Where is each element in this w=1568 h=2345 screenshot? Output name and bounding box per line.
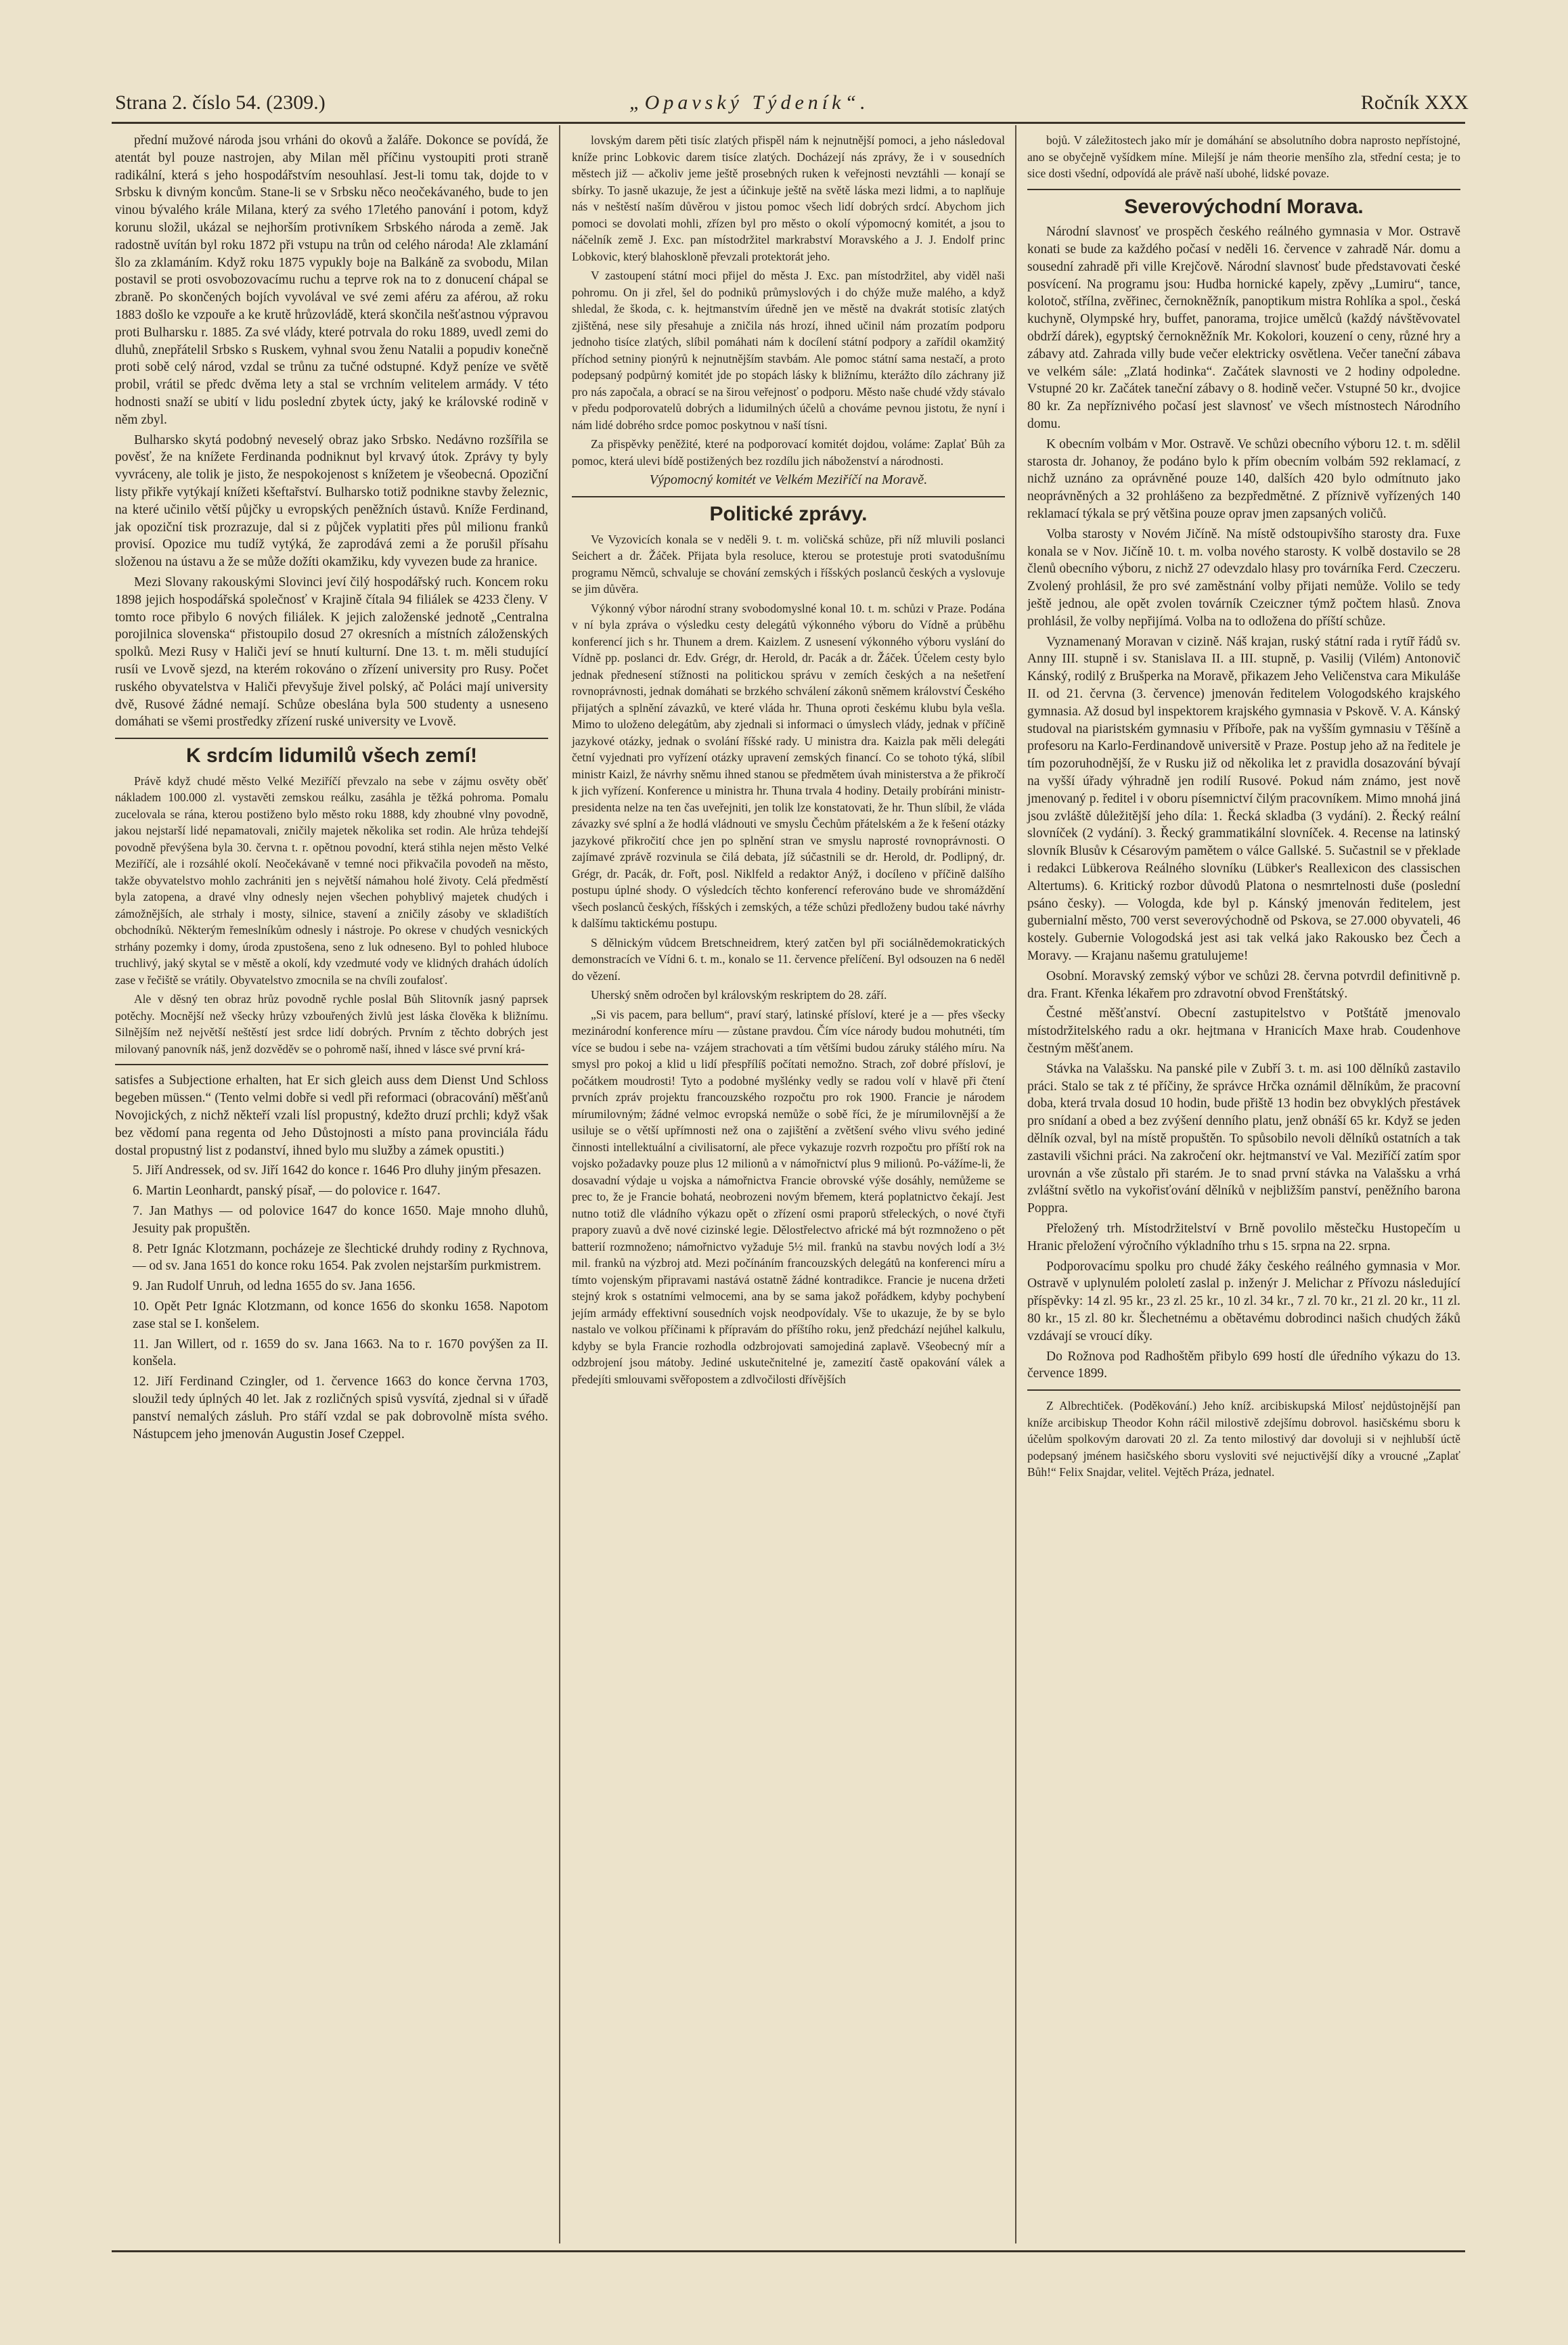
news-paragraph: Vyznamenaný Moravan v cizině. Náš krajan, ruský státní rada i rytíř řádů sv. Anny III. stupně i sv. Stanislava II. a III. stupně, p. Vasilij (Vilém) Antonovič Kánský, rodilý z Brušperka na Moravě, přikazem Jeho Veličenstva cara Mikuláše II. od 21. června (3. července) jmenován ředitelem Vologodského krajského gymnasia. Až dosud byl inspektorem krajského gymnasia v Pskově. V. A. Kánský studoval na piaristském gymnasiu v Příboře, pak na vyšším gymnasiu v Těšíně a profesoru na Karlo-Ferdinandově universitě v Praze. Postup jeho až na ředitele je tím pozoruhodnější, že v Rusku již od několika let z pravidla dosazování bývají na vyšší úřady výhradně jen rodilí Rusové. Pokud nám známo, jest nově jmenovaný p. ředitel i v oboru písemnictví čilým pracovníkem. Mimo mnohá jiná jsou zvláště důležitější jeho díla: 1. Řecká skladba (3 vydání). 2. Řecký reální slovníček (2 vydání). 3. Řecký grammatikální slovníček. 4. Recense na latinský slovník Blusův k Césarovým pamětem o válce Gallské. 5. Sučastnil se v překlade i redakci Lübkerova Reálného slovníku (Lübker's Reallexicon des classischen Altertums). 6. Kritický rozbor důvodů Platona o nesmrtelnosti duše (poslední psáno česky). — Vologda, kde byl p. Kánský jmenován ředitelem, jest gubernialní město, 700 verst severovýchodně od Pskova, se 27.000 obyvateli, 46 kostely. Gubernie Vologodská jest asi tak velká jako Rakousko bez Čech a Moravy. — Krajanu našemu gratulujeme! — [1027, 634, 1460, 963]
newspaper-title: „Opavský Týdeník“. — [629, 91, 870, 114]
news-paragraph: Podporovacímu spolku pro chudé žáky českého reálného gymnasia v Mor. Ostravě v uplynulém pololetí zaslal p. inženýr J. Melichar z Přívozu následující příspěvky: 14 zl. 95 kr., 23 zl. 25 kr., 10 zl. 34 kr., 7 zl. 70 kr., 21 zl. 20 kr., 11 zl. 80 kr., 15 zl. 80 kr. Šlechetnému a obětavému dobrodinci našich chudých žáků vzdávají se vroucí díky. — [1027, 1259, 1460, 1343]
column-divider-2 — [1015, 125, 1016, 2243]
column-3 — [1027, 132, 1460, 1483]
news-paragraph: Ve Vyzovicích konala se v neděli 9. t. m. voličská schůze, při níž mluvili poslanci Seichert a dr. Žáček. Přijata byla resoluce, kterou se protestuje proti svatodušnímu programu Němců, schvaluje se chování zemských i říšských poslanců českých a vyslovuje se jim důvěra. — [572, 532, 1005, 596]
page-number: Strana 2. číslo 54. (2309.) — [115, 91, 326, 114]
news-paragraph: Stávka na Valašsku. Na panské pile v Zubří 3. t. m. asi 100 dělníků zastavilo práci. Stalo se tak z té příčiny, že správce Hrčka oznámil dělníkům, že pracovní doba, která trvala dosud 10 hodin, bude přiště 13 hodin bez obvyklých přestávek pro snídaní a obed a bez zvýšení denního platu, jenž obnáší 65 kr. Když se jeden dělník ozval, byl na místě propuštěn. To spůsobilo nevoli dělníků ostatních a tak zastavili všichni práci. Na zakročení okr. hejtmanství ve Val. Meziříčí zatím spor urovnán a vše zůstalo při starém. Je to snad první stávka na Valašsku a vrhá zvláštní světlo na vykořisťování dělníků v nejbližším panství, peněžního barona Poppra. — [1027, 1061, 1460, 1216]
committee-signature: Výpomocný komitét ve Velkém Meziříčí na Moravě. — [649, 472, 928, 487]
list-item: 11. Jan Willert, od r. 1659 do sv. Jana 1663. Na to r. 1670 povýšen za II. konšela. — [133, 1337, 548, 1369]
appeal-paragraph: Ale v děsný ten obraz hrůz povodně rychle poslal Bůh Slitovník jasný paprsek potěchy. Mocnější než všecky hrůzy vzbouřených živlů jest láska člověka k bližnímu. Silnějším než největší neštěstí jest srdce lidí dobrých. Prvním z těchto dobrých jest milovaný panovník náš, jenž dozvěděv se o pohromě naší, ihned v lásce své první krá- — [115, 992, 548, 1056]
news-paragraph: Národní slavnosť ve prospěch českého reálného gymnasia v Mor. Ostravě konati se bude za každého počasí v neděli 16. července v zahradě Nár. domu a sousední zahradě při ville Krejčově. Národní slavnosť bude představovati české posvícení. Na programu jsou: Hudba hornické kapely, zpěvy „Lumiru“, tance, kolotoč, střílna, zvěřinec, černokněžník, panoptikum mistra Rohlíka a spol., česká kuchyně, Olympské hry, buffet, panorama, trojice umělců (každý návštěvovatel obdrží dárek), egyptský černokněžník Mr. Kokolori, kouzení o ceny, různé hry a zábavy atd. Zahrada villy bude večer elektricky osvětlena. Večer taneční zábava ve velkém sále: „Zlatá hodinka“. Začátek slavnosti ve 2 hodiny odpoledne. Vstupné 20 kr. Začátek taneční zábavy o 8. hodině večer. Vstupné 50 kr., dvojice 80 kr. Za nepříznivého počasí jest slavnosť ve všech místnostech Národního domu. — [1027, 225, 1460, 432]
column-2 — [572, 132, 1005, 1390]
section-rule — [115, 738, 548, 739]
list-item: 7. Jan Mathys — od polovice 1647 do konce 1650. Maje mnoho dluhů, Jesuity pak propuštěn. — [133, 1203, 548, 1236]
news-paragraph: S dělnickým vůdcem Bretschneidrem, který zatčen byl při sociálnědemokratických demonstracích ve Vídni 6. t. m., konalo se 11. července přelíčení. Byl odsouzen na 6 neděl do vězení. — [572, 935, 1005, 983]
section-rule — [115, 1064, 548, 1065]
news-paragraph: K obecním volbám v Mor. Ostravě. Ve schůzi obecního výboru 12. t. m. sdělil starosta dr. Johanoy, že podáno bylo k přím obecním volbám 592 reklamací, z nichž uznáno za oprávněné pouze 140, dalších 420 bylo odmítnuto jako neoprávněných a 32 prohlášeno za bezpředmětné. Z příznivě vyřízených 140 reklamací týkala se prý většina pouze oprav jmen zapsaných voličů. — [1027, 437, 1460, 522]
region-heading: Severovýchodní Morava. — [1124, 195, 1364, 218]
list-item: 8. Petr Ignác Klotzmann, pocházeje ze šlechtické druhdy rodiny z Rychnova, — od sv. Jana 1651 do konce roku 1654. Pak zvolen nejstarším purkmistrem. — [133, 1241, 548, 1274]
column-divider-1 — [559, 125, 560, 2243]
column-1 — [115, 132, 548, 1446]
footer-rule — [112, 2250, 1465, 2252]
news-paragraph: Výkonný výbor národní strany svobodomyslné konal 10. t. m. schůzi v Praze. Podána v ní byla zpráva o výsledku cesty delegátů výkonného výboru do Vídně a průběhu konferencí jich s hr. Thunem a drem. Kaizlem. Z usnesení výkonného výboru vyslání do Vídně pp. poslanci dr. Edv. Grégr, dr. Herold, dr. Pacák a dr. Žáček. Účelem cesty bylo jednak přednesení stížnosti na politickou správu v zemích českých a na nešetření rovnoprávnosti, jednak domáhati se brzkého schválení zákonů sněmem království Českého přijatých a splnění závazků, ve které vláda hr. Thuna oproti českému klubu byla vešla. Mimo to uloženo delegátům, aby zjednali si informaci o úmyslech vlády, jednak v příčině jazykové otázky, jednak o svolání říšské rady. U ministra dra. Kaizla pak měli delegáti četní vyjednati pro vyřízení otázky upravení zemských financí. Co se tohoto týká, slíbil ministr Kaizl, že návrhy sněmu ihned stanou se předmětem úvah ministerstva a že přikročí k jich vyřízení. Konference u ministra hr. Thuna trvala 4 hodiny. Detaily probíráni ministr-presidenta nelze na ten čas uveřejniti, jen tolik lze konstatovati, že hr. Thun slíbil, že vláda závazky své splní a že hodlá vládnouti ve smyslu Čechům přátelském a že k řešení otázky jazykové přikročití chce jen po splnění stran ve smyslu naprosté rovnoprávnosti. O zajímavé zprávě rozvinula se čilá debata, jíž súčastnili se dr. Herold, dr. Podlipný, dr. Grégr, dr. Pacák, dr. Fořt, posl. Niklfeld a redaktor Anýž, i docíleno v příčině dalšího postupu úplné shody. O výsledcích těchto konferencí referováno bude ve shromáždění všech poslanců českých, říšských i zemských, a téže schůzi předloženy budou také návrhy k dalšímu taktickému postupu. — [572, 601, 1005, 931]
news-paragraph: Přeložený trh. Místodržitelství v Brně povolilo městečku Hustopečím u Hranic přeložení výročního výkladního trhu s 15. srpna na 22. srpna. — [1027, 1221, 1460, 1253]
list-item: 5. Jiří Andressek, od sv. Jiří 1642 do konce r. 1646 Pro dluhy jiným přesazen. — [133, 1163, 541, 1178]
article-paragraph: bojů. V záležitostech jako mír je domáhání se absolutního dobra naprosto nepřístojné, ano se obyčejně vyšídkem míne. Milejší je nám theorie menšího zla, střední cesta; je to sice dosti všední, odpovídá ale právě naší ubohé, lidské povaze. — [1027, 133, 1460, 180]
list-item: 12. Jiří Ferdinand Czingler, od 1. července 1663 do konce června 1703, sloužil tedy úplných 40 let. Jak z rozličných spisů vysvítá, zjednal si v úřadě panství nemalých zásluh. Pro stáří vzdal se pak dobrovolně místa svého. Nástupcem jeho jmenován Augustin Josef Czeppel. — [133, 1375, 548, 1442]
appeal-paragraph: Právě když chudé město Velké Meziříčí převzalo na sebe v zájmu osvěty oběť nákladem 100.000 zl. vystavěti zemskou reálku, zasáhla je těžká pohroma. Pomalu zucelovala se rána, kterou postiženo bylo město roku 1888, kdy zhoubné vlny povodně, jakou nejstarší lidé nepamatovali, zničily majetek několika set rodin. Ale hrůza tehdejší povodně převýšena byla 30. června t. r. opětnou povodní, která stihla nejen město Velké Meziříčí, ale i rozsáhlé okolí. Neočekávaně v temné noci přikvačila povodeň na město, takže obyvatelstvo mohlo zachrániti jen s největší námahou holé životy. Celá předměstí byla zatopena, a dravé vlny odnesly nejen všechen pohyblivý majetek chudých i zámožnějších, ale strhaly i mosty, silnice, stavení a zničily zásoby ve skladištích obchodníků. Některým řemeslníkům odnesly i nástroje. Po okrese v chudých vesnických strhány pozemky i domy, úroda zpustošena, seno z luk odneseno. Byl to pohled hluboce truchlivý, jaký skytal se v městě a okolí, kdy vzedmuté vody ve klidných drahách údolích zase v řečiště se vrátily. Obyvatelstvo zmocnila se na chvíli zoufalosť. — [115, 774, 548, 987]
article-paragraph: přední mužové národa jsou vrháni do okovů a žaláře. Dokonce se povídá, že atentát byl pouze nastrojen, aby Milan měl příčinu vystoupiti proti straně radikální, která s jeho hospodářstvím nesouhlasí. Jest-li tomu tak, dojde to v Srbsku k divným koncům. Stane-li se v Srbsku něco neočekávaného, bude to jen vinou bývalého krále Milana, který za svého 17letého panování i potom, když korunu složil, ukázal se nejhorším protivníkem Srbského národa a země. Jak radostně uvítán byl roku 1872 při vstupu na trůn od celého národa! Ale zklamání šlo za zklamáním. Když roku 1875 vypukly boje na Balkáně za svobodu, Milan postavil se proti osvobozovacímu ruchu a teprve rok na to z donucení chápal se zbraně. Po skončených bojích vyvolával ve své zemi aféru za aférou, až roku 1883 došlo ke vzpouře a ke krutě hrůzovládě, která skončila nešťastnou výpravou proti Bulharsku r. 1885. Za své vlády, které potrvala do roku 1889, uvedl zemi do dluhů, znepřátelil Srbsko s Ruskem, vyhnal svou ženu Natalii a popudiv konečně proti sobě celý národ, vzdal se trůnu za tučné odstupné. Když peníze ve světě probil, vrátil se předc dvěma lety a stal se vrchním velitelem armády. V této hodnosti snaží se ubití v lidu poslední zbytek úcty, jaký ke královské rodině v něm zbyl. — [115, 133, 548, 427]
news-paragraph: Volba starosty v Novém Jičíně. Na místě odstoupivšího starosty dra. Fuxe konala se v Nov. Jičíně 10. t. m. volba nového starosty. K volbě dostavilo se 28 členů obecního výboru, z nichž 27 odevzdalo hlasy pro továrníka Ferd. Czeczeru. Zvolený prohlásil, že pro své zaměstnání volby přijati nemůže. Volilo se tedy ještě jednou, ale opět zvolen továrník Czeiczner týmž počtem hlasů. Znova prohlásil, že volby nepřijímá. Volba na to odložena do příští schůze. — [1027, 527, 1460, 629]
appeal-paragraph: lovským darem pěti tisíc zlatých přispěl nám k nejnutnější pomoci, a jeho následoval kníže princ Lobkovic darem tisíce zlatých. Docházejí nás zprávy, že i v sousedních městech již — ačkoliv jeme ještě prosebných ruken k veřejnosti nevztáhli — konají se sbírky. To jasně ukazuje, že jest a účinkuje ještě na světě láska mezi lidmi, a to naplňuje nás v neštěstí naším důvěrou v jistou pomoc všech lidí dobrých srdcí. Abychom jich pomoci se dovolati mohli, zřízen byl pro město o okolí výpomocný komitét, a jsou to náčelník země J. Exc. pan místodržitel markrabství Moravského a J. J. Endolf princ Lobkovic, který blahoskloně převzali protektorát jeho. — [572, 133, 1005, 263]
politics-heading: Politické zprávy. — [709, 502, 868, 525]
news-paragraph: „Si vis pacem, para bellum“, praví starý, latinské přísloví, které je a — přes všecky mezinárodní konference míru — zůstane pravdou. Čím více národy budou mohutnéti, tím více se budou i sebe na- vzájem strachovati a tím většími budou záruky stálého míru. Na smysl pro pokoj a klid u lidí přespřílíš počítati nemožno. Strach, zoř dobré přísloví, je počátkem moudrosti! Tyto a podobné myšlénky vedly se radou volí v hlavě při čtení prvních zpráv projektu francouzského rozpočtu pro rok 1900. Francie je národem mírumilovným; žádné velmoc evropská nemůže o sobě říci, že je mírumilovnější a že usiluje se o větší upřímnosti než ona o zajištění a zvětšení svého vlivu svého jediné činnosti intellektuální a civilisatorní, ale přece vykazuje rozvrh rozpočtu pro příští rok na vojsko požadavky pouze plus 12 milionů a v námořnictví plus 9 milionů. Po-vážíme-li, že dosavadní výdaje u vojska a námořnictva Francie obrovské výše dosáhly, nemůžeme se prec to, že je Francie bohatá, neobrozeni novým břemem, která poplatnictvo čekají. Jest nutno totiž dle vládního výkazu opět o zřízení osmi praporů střeleckých, o nové čtyři prapory zuavů a dvě nové cizinské legie. Dělostřelectvo africké má být rozmnoženo o pět batterií rozmnoženo; námořnictvo vyžaduje 5½ mil. franků na stavbu nových lodí a 3½ mil. franků na výzbroj atd. Mezi počínáním francouzských delegátů na konferenci míru a tímto vojenským připravami nastává ostatně žádné kontradikce. Francie je nucena držeti stejný krok s ostatními velmocemi, ana by se sama jakož pořádkem, kdyby pochybení jejím armády effektivní sousedních vojsk neodpovídaly. Vše to ukazuje, že by se bylo nastalo ve volkou příčinami k přípravám do příštího roku, jenž předchází nejúhel kalkulu, kdyby se byla Francie rozhodla odzbrojovati samojediná zaplavě. Všeobecný mír a odzbrojení jsou mátoby. Jediné uskutečnitelné je, zamezití častě opakování válek a předejíti smlouvami svěřopostem a zdlvočilosti dřívějších — [572, 1007, 1005, 1386]
news-paragraph: Čestné měšťanství. Obecní zastupitelstvo v Potštátě jmenovalo místodržitelského radu a okr. hejtmana v Hranicích Maxe hrab. Coudenhove čestným měšťanem. — [1027, 1006, 1460, 1056]
list-item: 9. Jan Rudolf Unruh, od ledna 1655 do sv. Jana 1656. — [133, 1279, 416, 1294]
section-rule — [572, 496, 1005, 497]
list-item: 10. Opět Petr Ignác Klotzmann, od konce 1656 do skonku 1658. Napotom zase stal se I. konšelem. — [133, 1299, 548, 1331]
header-rule — [112, 122, 1465, 124]
section-rule — [1027, 1389, 1460, 1391]
volume-number: Ročník XXX — [1360, 91, 1469, 114]
list-intro: satisfes a Subjectione erhalten, hat Er sich gleich auss dem Dienst Und Schloss begeben müssen.“ (Tento velmi dobře si vedl při reformaci (obracování) měšťanů Novojických, z nichž někteří vzali lísl propustný, kdežto druzí prchli; když však bez vědomí pana regenta od Jeho Důstojnosti a místo pana provinciála řádu dostal propustný list z podanství, ihned bylo mu služby a zámek opustiti.) — [115, 1073, 548, 1158]
page-header — [115, 91, 1469, 118]
article-paragraph: Mezi Slovany rakouskými Slovinci jeví čilý hospodářský ruch. Koncem roku 1898 jejich hospodářská společnosť v Krajině čítala 94 filiálek se 4233 členy. V tomto roce přibylo 6 nových filiálek. K jejich založenské jednotě „Centralna porojilnica slovenska“ přistoupilo dosud 27 okresních a místních záloženských spolků. Mezi Rusy v Haliči jeví se hnutí kulturní. Dne 13. t. m. měli studující rusíi ve Lvově sjezd, na kterém rokováno o zřízení university pro Rusy. Počet ruského obyvatelstva v Haliči převyšuje živel polský, ač Poláci mají university dvě, Rusové žádné nemají. Schůze obeslána byla 500 studenty a usneseno domáhati se všemi prostředky zřízení ruské university ve Lvově. — [115, 575, 548, 730]
news-paragraph: Z Albrechtiček. (Poděkování.) Jeho kníž. arcibiskupská Milosť nejdůstojnější pan kníže arcibiskup Theodor Kohn ráčil milostivě zdejšímu dobrovol. hasičskému sboru k účelům spolkovým darovati 20 zl. Za tento milostivý dar dovoluji si v nejhlubší úctě podepsaný jménem hasičského sboru vysloviti své nejuctivější díky a vroucné „Zaplať Bůh!“ Felix Snajdar, velitel. Vejtěch Práza, jednatel. — [1027, 1399, 1460, 1479]
news-paragraph: Osobní. Moravský zemský výbor ve schůzi 28. června potvrdil definitivně p. dra. Frant. Křenka lékařem pro zdravotní obvod Frenštátský. — [1027, 968, 1460, 1001]
appeal-paragraph: Za přispěvky peněžité, které na podporovací komitét dojdou, voláme: Zaplať Bůh za pomoc, která ulevi bídě postižených bez rozdílu jich náboženství a národnosti. — [572, 437, 1005, 468]
appeal-heading: K srdcím lidumilů všech zemí! — [185, 744, 478, 767]
list-item: 6. Martin Leonhardt, panský písař, — do polovice r. 1647. — [133, 1184, 441, 1199]
news-paragraph: Uherský sněm odročen byl královským reskriptem do 28. září. — [591, 988, 887, 1002]
article-paragraph: Bulharsko skytá podobný neveselý obraz jako Srbsko. Nedávno rozšířila se pověsť, že na knížete Ferdinanda podniknut byl krvavý útok. Zprávy ty byly vyvráceny, ale tolik je jisto, že nespokojenost s knížetem je všeobecná. Opoziční listy přikře vytýkají knížeti kšeftařství. Bulharsko totiž podnikne stavby železnic, na které učinilo větší půjčky u evropských peněžních ústavů. Kníže Ferdinand, jak opoziční tisk prozrazuje, dal si z půjček vyplatiti přes půl milionu franků provisí. Opozice mu tudíž vytýká, že zaprodává zemi a že porušil přísahu složenou na ústavu a že se může dožíti okamžiku, kdy vyvezen bude za hranice. — [115, 432, 548, 570]
appeal-paragraph: V zastoupení státní moci přijel do města J. Exc. pan místodržitel, aby viděl naši pohromu. On ji zřel, šel do podniků průmyslových i do chýže muže malého, a když shledal, že škoda, c. k. hejtmanstvím úředně jen ve městě na dvakrát stotisíc zlatých zjištěná, nese sily přesahuje a zničila nás hrozí, ihned učinil nám prozatím podporu jednoho tisíce zlatých, slíbil pomáhati nám k docílení státní podpory a zařídil okamžitý příchod setniny pionýrů k nejnutnějším stavbám. Ale pomoc státní sama nestačí, a proto podepsaný podpůrný komitét jde po stopách lásky k bližnímu, kterážto dílo záchrany již pro nás započala, a obrací se na širou veřejnosť o podporu. Město naše chudé vždy stávalo v předu podporovatelů dobrých a lidumilných účelů a chováme pevnou jistotu, že nyní i nám lidé dobrého srdce pomoc poskytnou v naší tísni. — [572, 269, 1005, 432]
news-paragraph: Do Rožnova pod Radhoštěm přibylo 699 hostí dle úředního výkazu do 13. července 1899. — [1027, 1349, 1460, 1381]
section-rule — [1027, 189, 1460, 190]
